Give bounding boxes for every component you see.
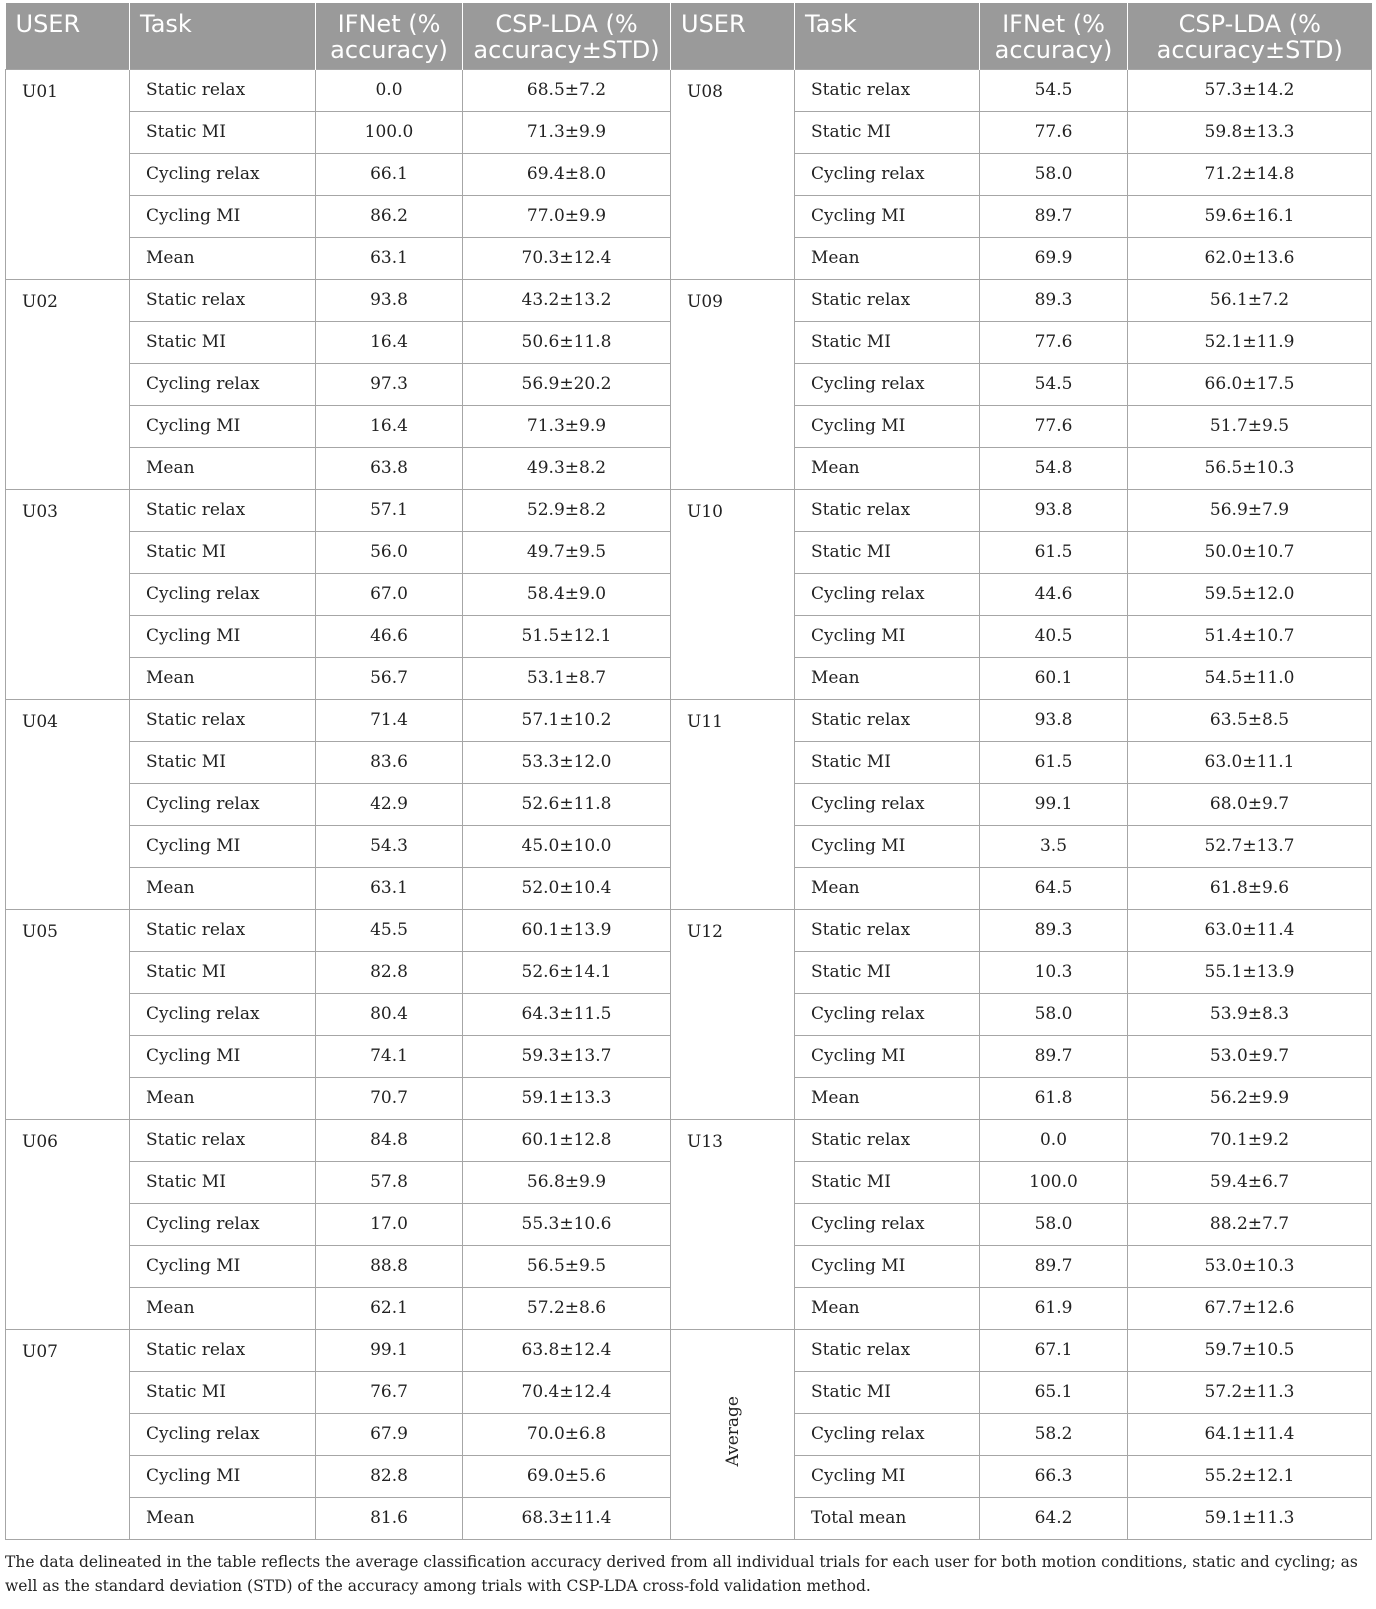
user-cell: U13 — [671, 1119, 795, 1329]
csplda-cell: 51.4±10.7 — [1128, 615, 1372, 657]
csplda-cell: 55.2±12.1 — [1128, 1455, 1372, 1497]
task-cell: Cycling relax — [795, 993, 980, 1035]
task-cell: Cycling MI — [130, 195, 316, 237]
ifnet-cell: 58.2 — [980, 1413, 1128, 1455]
task-cell: Static MI — [795, 111, 980, 153]
csplda-cell: 63.5±8.5 — [1128, 699, 1372, 741]
ifnet-cell: 89.3 — [980, 279, 1128, 321]
csplda-cell: 58.4±9.0 — [463, 573, 671, 615]
csplda-cell: 53.1±8.7 — [463, 657, 671, 699]
task-cell: Cycling relax — [795, 1203, 980, 1245]
task-cell: Cycling MI — [130, 1245, 316, 1287]
task-cell: Static MI — [130, 1371, 316, 1413]
task-cell: Static MI — [795, 1371, 980, 1413]
ifnet-cell: 70.7 — [316, 1077, 463, 1119]
task-cell: Mean — [795, 237, 980, 279]
task-cell: Static relax — [795, 699, 980, 741]
ifnet-cell: 74.1 — [316, 1035, 463, 1077]
task-cell: Static relax — [130, 909, 316, 951]
ifnet-cell: 61.9 — [980, 1287, 1128, 1329]
csplda-cell: 63.0±11.4 — [1128, 909, 1372, 951]
table-container — [5, 3, 1371, 1598]
task-cell: Cycling MI — [795, 1245, 980, 1287]
csplda-cell: 66.0±17.5 — [1128, 363, 1372, 405]
task-cell: Mean — [795, 1077, 980, 1119]
ifnet-cell: 56.7 — [316, 657, 463, 699]
ifnet-cell: 67.1 — [980, 1329, 1128, 1371]
csplda-cell: 70.1±9.2 — [1128, 1119, 1372, 1161]
ifnet-cell: 99.1 — [316, 1329, 463, 1371]
task-cell: Static MI — [130, 321, 316, 363]
ifnet-cell: 0.0 — [316, 69, 463, 111]
task-cell: Cycling relax — [130, 153, 316, 195]
ifnet-cell: 65.1 — [980, 1371, 1128, 1413]
task-cell: Cycling MI — [130, 405, 316, 447]
user-cell: U11 — [671, 699, 795, 909]
csplda-cell: 60.1±12.8 — [463, 1119, 671, 1161]
csplda-cell: 68.0±9.7 — [1128, 783, 1372, 825]
csplda-cell: 77.0±9.9 — [463, 195, 671, 237]
task-cell: Mean — [795, 1287, 980, 1329]
task-cell: Static relax — [795, 909, 980, 951]
csplda-cell: 70.4±12.4 — [463, 1371, 671, 1413]
ifnet-cell: 42.9 — [316, 783, 463, 825]
ifnet-cell: 86.2 — [316, 195, 463, 237]
task-cell: Cycling MI — [130, 825, 316, 867]
csplda-cell: 56.2±9.9 — [1128, 1077, 1372, 1119]
csplda-cell: 71.3±9.9 — [463, 405, 671, 447]
ifnet-cell: 82.8 — [316, 1455, 463, 1497]
user-cell: U02 — [6, 279, 130, 489]
csplda-cell: 52.6±14.1 — [463, 951, 671, 993]
csplda-cell: 63.0±11.1 — [1128, 741, 1372, 783]
average-label: Average — [722, 1396, 743, 1467]
csplda-cell: 59.7±10.5 — [1128, 1329, 1372, 1371]
ifnet-cell: 16.4 — [316, 405, 463, 447]
task-cell: Static relax — [130, 699, 316, 741]
csplda-cell: 68.3±11.4 — [463, 1497, 671, 1539]
user-cell: U04 — [6, 699, 130, 909]
ifnet-cell: 58.0 — [980, 993, 1128, 1035]
csplda-cell: 68.5±7.2 — [463, 69, 671, 111]
task-cell: Static MI — [795, 1161, 980, 1203]
ifnet-cell: 44.6 — [980, 573, 1128, 615]
task-cell: Static relax — [795, 1329, 980, 1371]
task-cell: Mean — [130, 447, 316, 489]
csplda-cell: 56.1±7.2 — [1128, 279, 1372, 321]
ifnet-cell: 88.8 — [316, 1245, 463, 1287]
csplda-cell: 56.5±9.5 — [463, 1245, 671, 1287]
ifnet-cell: 93.8 — [980, 699, 1128, 741]
task-cell: Static relax — [130, 489, 316, 531]
table-row — [6, 279, 1372, 321]
task-cell: Cycling relax — [130, 1413, 316, 1455]
csplda-cell: 59.4±6.7 — [1128, 1161, 1372, 1203]
task-cell: Mean — [130, 1287, 316, 1329]
csplda-cell: 51.5±12.1 — [463, 615, 671, 657]
task-cell: Static MI — [130, 741, 316, 783]
csplda-cell: 45.0±10.0 — [463, 825, 671, 867]
ifnet-cell: 17.0 — [316, 1203, 463, 1245]
ifnet-cell: 61.8 — [980, 1077, 1128, 1119]
csplda-cell: 55.1±13.9 — [1128, 951, 1372, 993]
csplda-cell: 70.3±12.4 — [463, 237, 671, 279]
ifnet-cell: 82.8 — [316, 951, 463, 993]
csplda-cell: 55.3±10.6 — [463, 1203, 671, 1245]
header-row — [6, 3, 1372, 69]
ifnet-cell: 54.5 — [980, 69, 1128, 111]
ifnet-cell: 77.6 — [980, 405, 1128, 447]
ifnet-cell: 89.3 — [980, 909, 1128, 951]
user-cell: U10 — [671, 489, 795, 699]
user-cell: U07 — [6, 1329, 130, 1539]
ifnet-cell: 66.3 — [980, 1455, 1128, 1497]
table-row — [6, 699, 1372, 741]
ifnet-cell: 3.5 — [980, 825, 1128, 867]
task-cell: Cycling MI — [130, 615, 316, 657]
task-cell: Static relax — [130, 279, 316, 321]
user-cell — [671, 1329, 795, 1539]
ifnet-cell: 54.8 — [980, 447, 1128, 489]
task-cell: Mean — [130, 1497, 316, 1539]
csplda-cell: 62.0±13.6 — [1128, 237, 1372, 279]
ifnet-cell: 62.1 — [316, 1287, 463, 1329]
csplda-cell: 59.8±13.3 — [1128, 111, 1372, 153]
ifnet-cell: 99.1 — [980, 783, 1128, 825]
task-cell: Cycling relax — [795, 1413, 980, 1455]
ifnet-cell: 100.0 — [980, 1161, 1128, 1203]
task-cell: Cycling MI — [795, 405, 980, 447]
csplda-cell: 43.2±13.2 — [463, 279, 671, 321]
header-ifnet-right: IFNet (% accuracy) — [980, 3, 1128, 69]
ifnet-cell: 89.7 — [980, 195, 1128, 237]
task-cell: Cycling relax — [795, 363, 980, 405]
ifnet-cell: 61.5 — [980, 531, 1128, 573]
ifnet-cell: 60.1 — [980, 657, 1128, 699]
csplda-cell: 53.0±10.3 — [1128, 1245, 1372, 1287]
csplda-cell: 67.7±12.6 — [1128, 1287, 1372, 1329]
task-cell: Mean — [130, 657, 316, 699]
task-cell: Total mean — [795, 1497, 980, 1539]
ifnet-cell: 83.6 — [316, 741, 463, 783]
ifnet-cell: 76.7 — [316, 1371, 463, 1413]
task-cell: Static relax — [795, 279, 980, 321]
ifnet-cell: 100.0 — [316, 111, 463, 153]
ifnet-cell: 63.8 — [316, 447, 463, 489]
task-cell: Mean — [795, 657, 980, 699]
table-row — [6, 1329, 1372, 1371]
csplda-cell: 71.2±14.8 — [1128, 153, 1372, 195]
task-cell: Cycling relax — [130, 783, 316, 825]
task-cell: Cycling relax — [795, 153, 980, 195]
ifnet-cell: 64.5 — [980, 867, 1128, 909]
csplda-cell: 60.1±13.9 — [463, 909, 671, 951]
csplda-cell: 53.9±8.3 — [1128, 993, 1372, 1035]
csplda-cell: 59.5±12.0 — [1128, 573, 1372, 615]
ifnet-cell: 0.0 — [980, 1119, 1128, 1161]
csplda-cell: 57.3±14.2 — [1128, 69, 1372, 111]
csplda-cell: 64.1±11.4 — [1128, 1413, 1372, 1455]
ifnet-cell: 46.6 — [316, 615, 463, 657]
ifnet-cell: 97.3 — [316, 363, 463, 405]
ifnet-cell: 40.5 — [980, 615, 1128, 657]
csplda-cell: 50.6±11.8 — [463, 321, 671, 363]
task-cell: Cycling MI — [795, 615, 980, 657]
header-csplda-right: CSP-LDA (% accuracy±STD) — [1128, 3, 1372, 69]
csplda-cell: 52.0±10.4 — [463, 867, 671, 909]
ifnet-cell: 93.8 — [980, 489, 1128, 531]
header-task-left: Task — [130, 3, 316, 69]
user-cell: U06 — [6, 1119, 130, 1329]
task-cell: Cycling relax — [130, 993, 316, 1035]
ifnet-cell: 58.0 — [980, 1203, 1128, 1245]
csplda-cell: 63.8±12.4 — [463, 1329, 671, 1371]
user-cell: U05 — [6, 909, 130, 1119]
task-cell: Cycling relax — [130, 363, 316, 405]
ifnet-cell: 67.9 — [316, 1413, 463, 1455]
header-user-left: USER — [6, 3, 130, 69]
ifnet-cell: 61.5 — [980, 741, 1128, 783]
csplda-cell: 59.1±11.3 — [1128, 1497, 1372, 1539]
user-cell: U01 — [6, 69, 130, 279]
table-row — [6, 1119, 1372, 1161]
task-cell: Static MI — [795, 951, 980, 993]
ifnet-cell: 10.3 — [980, 951, 1128, 993]
task-cell: Cycling MI — [795, 1455, 980, 1497]
ifnet-cell: 81.6 — [316, 1497, 463, 1539]
ifnet-cell: 84.8 — [316, 1119, 463, 1161]
csplda-cell: 56.5±10.3 — [1128, 447, 1372, 489]
ifnet-cell: 71.4 — [316, 699, 463, 741]
table-row — [6, 489, 1372, 531]
ifnet-cell: 89.7 — [980, 1035, 1128, 1077]
csplda-cell: 70.0±6.8 — [463, 1413, 671, 1455]
ifnet-cell: 69.9 — [980, 237, 1128, 279]
header-ifnet-left: IFNet (% accuracy) — [316, 3, 463, 69]
csplda-cell: 71.3±9.9 — [463, 111, 671, 153]
header-user-right: USER — [671, 3, 795, 69]
task-cell: Static MI — [130, 1161, 316, 1203]
csplda-cell: 52.7±13.7 — [1128, 825, 1372, 867]
ifnet-cell: 58.0 — [980, 153, 1128, 195]
csplda-cell: 57.2±11.3 — [1128, 1371, 1372, 1413]
task-cell: Cycling MI — [130, 1455, 316, 1497]
task-cell: Static MI — [795, 741, 980, 783]
ifnet-cell: 77.6 — [980, 111, 1128, 153]
ifnet-cell: 45.5 — [316, 909, 463, 951]
ifnet-cell: 64.2 — [980, 1497, 1128, 1539]
task-cell: Static relax — [130, 69, 316, 111]
csplda-cell: 54.5±11.0 — [1128, 657, 1372, 699]
task-cell: Mean — [130, 237, 316, 279]
ifnet-cell: 57.8 — [316, 1161, 463, 1203]
table-row — [6, 909, 1372, 951]
ifnet-cell: 89.7 — [980, 1245, 1128, 1287]
task-cell: Static relax — [130, 1329, 316, 1371]
task-cell: Cycling MI — [795, 195, 980, 237]
user-cell: U03 — [6, 489, 130, 699]
csplda-cell: 49.3±8.2 — [463, 447, 671, 489]
csplda-cell: 59.3±13.7 — [463, 1035, 671, 1077]
task-cell: Static relax — [795, 489, 980, 531]
task-cell: Mean — [130, 867, 316, 909]
ifnet-cell: 80.4 — [316, 993, 463, 1035]
csplda-cell: 61.8±9.6 — [1128, 867, 1372, 909]
csplda-cell: 56.8±9.9 — [463, 1161, 671, 1203]
task-cell: Static relax — [795, 1119, 980, 1161]
csplda-cell: 59.1±13.3 — [463, 1077, 671, 1119]
task-cell: Static MI — [130, 111, 316, 153]
header-task-right: Task — [795, 3, 980, 69]
task-cell: Cycling MI — [795, 1035, 980, 1077]
csplda-cell: 69.4±8.0 — [463, 153, 671, 195]
accuracy-table — [5, 3, 1372, 1540]
task-cell: Static MI — [130, 951, 316, 993]
csplda-cell: 52.9±8.2 — [463, 489, 671, 531]
ifnet-cell: 54.3 — [316, 825, 463, 867]
csplda-cell: 53.0±9.7 — [1128, 1035, 1372, 1077]
ifnet-cell: 77.6 — [980, 321, 1128, 363]
csplda-cell: 56.9±7.9 — [1128, 489, 1372, 531]
task-cell: Mean — [130, 1077, 316, 1119]
task-cell: Cycling relax — [130, 573, 316, 615]
ifnet-cell: 67.0 — [316, 573, 463, 615]
task-cell: Static MI — [130, 531, 316, 573]
task-cell: Static relax — [130, 1119, 316, 1161]
task-cell: Mean — [795, 867, 980, 909]
table-footnote: The data delineated in the table reflects the average classification accuracy derived from all individual trials for each user for both motion conditions, static and cycling; as well as the standard deviation (STD) of the accuracy among trials with CSP-LDA cross-fold validation method. — [5, 1552, 1358, 1595]
csplda-cell: 64.3±11.5 — [463, 993, 671, 1035]
table-row — [6, 69, 1372, 111]
ifnet-cell: 66.1 — [316, 153, 463, 195]
csplda-cell: 52.6±11.8 — [463, 783, 671, 825]
csplda-cell: 51.7±9.5 — [1128, 405, 1372, 447]
task-cell: Cycling MI — [795, 825, 980, 867]
csplda-cell: 50.0±10.7 — [1128, 531, 1372, 573]
ifnet-cell: 63.1 — [316, 867, 463, 909]
ifnet-cell: 93.8 — [316, 279, 463, 321]
user-cell: U09 — [671, 279, 795, 489]
header-csplda-left: CSP-LDA (% accuracy±STD) — [463, 3, 671, 69]
task-cell: Cycling relax — [795, 573, 980, 615]
csplda-cell: 57.1±10.2 — [463, 699, 671, 741]
csplda-cell: 59.6±16.1 — [1128, 195, 1372, 237]
task-cell: Cycling MI — [130, 1035, 316, 1077]
ifnet-cell: 57.1 — [316, 489, 463, 531]
task-cell: Static MI — [795, 321, 980, 363]
csplda-cell: 88.2±7.7 — [1128, 1203, 1372, 1245]
csplda-cell: 57.2±8.6 — [463, 1287, 671, 1329]
ifnet-cell: 63.1 — [316, 237, 463, 279]
user-cell: U08 — [671, 69, 795, 279]
csplda-cell: 53.3±12.0 — [463, 741, 671, 783]
csplda-cell: 52.1±11.9 — [1128, 321, 1372, 363]
table-body — [6, 69, 1372, 1539]
task-cell: Cycling relax — [795, 783, 980, 825]
ifnet-cell: 54.5 — [980, 363, 1128, 405]
task-cell: Static relax — [795, 69, 980, 111]
ifnet-cell: 56.0 — [316, 531, 463, 573]
task-cell: Mean — [795, 447, 980, 489]
ifnet-cell: 16.4 — [316, 321, 463, 363]
task-cell: Static MI — [795, 531, 980, 573]
csplda-cell: 49.7±9.5 — [463, 531, 671, 573]
task-cell: Cycling relax — [130, 1203, 316, 1245]
csplda-cell: 69.0±5.6 — [463, 1455, 671, 1497]
user-cell: U12 — [671, 909, 795, 1119]
csplda-cell: 56.9±20.2 — [463, 363, 671, 405]
